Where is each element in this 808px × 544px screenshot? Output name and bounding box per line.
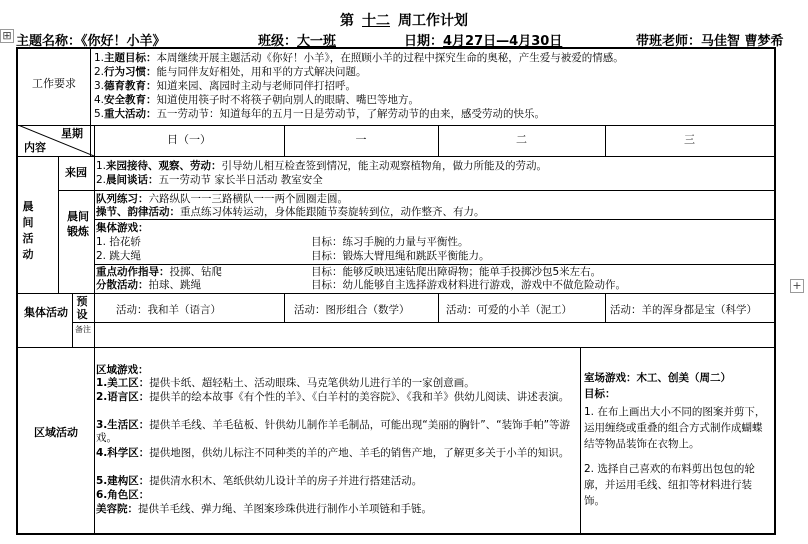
activity-item: 活动：羊的浑身都是宝（科学） (610, 304, 757, 316)
area-line: 1.美工区：提供卡纸、超轻粘土、活动眼珠、马克笔供幼儿进行羊的一家创意画。 (96, 377, 475, 389)
group-game-title: 集体游戏： (96, 222, 149, 234)
scatter-goal: 目标：幼儿能够自主选择游戏材料进行游戏，游戏中不做危险动作。 (311, 279, 626, 291)
scatter-line: 分散活动：拍球、跳绳 (96, 279, 201, 291)
arrival-label: 来园 (65, 166, 87, 179)
exercise-label: 晨间锻炼 (67, 210, 89, 238)
area-title: 区域游戏： (96, 364, 149, 376)
game-goal: 目标：锻炼大臂甩绳和跳跃平衡能力。 (311, 250, 490, 262)
day-header: 二 (516, 133, 527, 146)
requirement-item: 5.重大活动：五一劳动节：知道每年的五月一日是劳动节，了解劳动节的由来，感受劳动的快乐。 (94, 108, 546, 120)
area-line: 4.科学区：提供地图，供幼儿标注不同种类的羊的产地、羊毛的销售产地，了解更多关于小羊的知识。 (96, 447, 570, 459)
focus-goal: 目标：能够反映迅速钻爬出障碍物；能单手投掷沙包5米左右。 (311, 266, 602, 278)
area-line: 2.语言区：提供羊的绘本故事《有个性的羊》、《白羊村的美容院》、《我和羊》供幼儿阅读、讲述表演。 (96, 391, 570, 403)
requirement-item: 4.安全教育：知道使用筷子时不将筷子朝向别人的眼睛、嘴巴等地方。 (94, 94, 420, 106)
room-goal-label: 目标： (584, 388, 616, 400)
area-line: 6.角色区： (96, 489, 150, 501)
teacher-value: 马佳智 曹梦希 (701, 34, 784, 49)
queue-line: 队列练习：六路纵队一一三路横队一一两个圆圈走圆。 (96, 193, 348, 205)
date-label: 日期： (404, 34, 444, 49)
preset-label: 预设 (76, 295, 88, 321)
focus-line: 重点动作指导：投掷、钻爬 (96, 266, 222, 278)
move-icon[interactable]: ⊞ (0, 29, 14, 43)
requirement-item: 2.行为习惯：能与同伴友好相处，用和平的方式解决问题。 (94, 66, 367, 78)
game-name: 2. 跳大绳 (96, 250, 141, 262)
requirements-label: 工作要求 (32, 77, 76, 90)
date-value: 4月27日—4月30日 (443, 34, 563, 49)
plus-icon[interactable]: + (790, 279, 804, 293)
activity-item: 活动：我和羊（语言） (116, 304, 221, 316)
class-value: 大一班 (297, 34, 337, 49)
group-activity-label: 集体活动 (24, 306, 68, 319)
ops-line: 操节、韵律活动：重点练习体转运动，身体能跟随节奏旋转到位，动作整齐、有力。 (96, 206, 485, 218)
class-label: 班级： (258, 34, 298, 49)
content-label: 内容 (24, 141, 46, 154)
title-prefix: 第 (340, 13, 354, 29)
arrival-line: 1.来园接待、观察、劳动：引导幼儿相互检查签到情况，能主动观察植物角，做力所能及的劳动。 (96, 160, 548, 172)
area-line: 5.建构区：提供清水积木、笔纸供幼儿设计羊的房子并进行搭建活动。 (96, 475, 423, 487)
arrival-line: 2.晨间谈话：五一劳动节 家长半日活动 教室安全 (96, 174, 323, 186)
area-line: 3.生活区：提供羊毛线、羊毛毡板、针供幼儿制作羊毛制品，可能出现“美丽的胸针”、“装饰手帕”等游戏。 (96, 419, 571, 444)
area-label: 区域活动 (34, 426, 78, 439)
activity-item: 活动：可爱的小羊（泥工） (446, 304, 572, 316)
day-header: 一 (355, 133, 367, 146)
game-goal: 目标：练习手腕的力量与平衡性。 (311, 236, 469, 248)
week-number: 十二 (362, 13, 390, 29)
room-goal: 1. 在布上画出大小不同的图案并剪下，运用缠绕或重叠的组合方式制作成蝴蝶结等物品装饰在衣物上。 (584, 406, 766, 450)
theme-label: 主题名称： (16, 34, 82, 49)
requirement-item: 1.主题目标：本周继续开展主题活动《你好！小羊》，在照顾小羊的过程中探究生命的奥秘，产生爱与被爱的情感。 (94, 52, 624, 64)
activity-item: 活动：图形组合（数学） (294, 304, 410, 316)
weekday-label: 星期 (61, 127, 83, 140)
room-goal: 2. 选择自己喜欢的布料剪出包包的轮廓，并运用毛线、纽扣等材料进行装饰。 (584, 463, 755, 507)
teacher-label: 带班老师： (636, 34, 702, 49)
page-title (0, 10, 808, 30)
day-header: 日（一） (167, 133, 211, 146)
area-line: 美容院：提供羊毛线、弹力绳、羊图案珍珠供进行制作小羊项链和手链。 (96, 503, 432, 515)
plan-table (16, 47, 776, 535)
requirement-item: 3.德育教育：知道来园、离园时主动与老师同伴打招呼。 (94, 80, 357, 92)
title-suffix: 周工作计划 (398, 13, 468, 29)
game-name: 1. 拾花轿 (96, 236, 141, 248)
theme-value: 《你好！小羊》 (81, 34, 166, 49)
day-header: 三 (684, 133, 695, 146)
room-game-title: 室场游戏：木工、创美（周二） (584, 372, 731, 384)
morning-label: 晨间活动 (22, 200, 34, 261)
remark-label: 备注 (75, 325, 91, 334)
